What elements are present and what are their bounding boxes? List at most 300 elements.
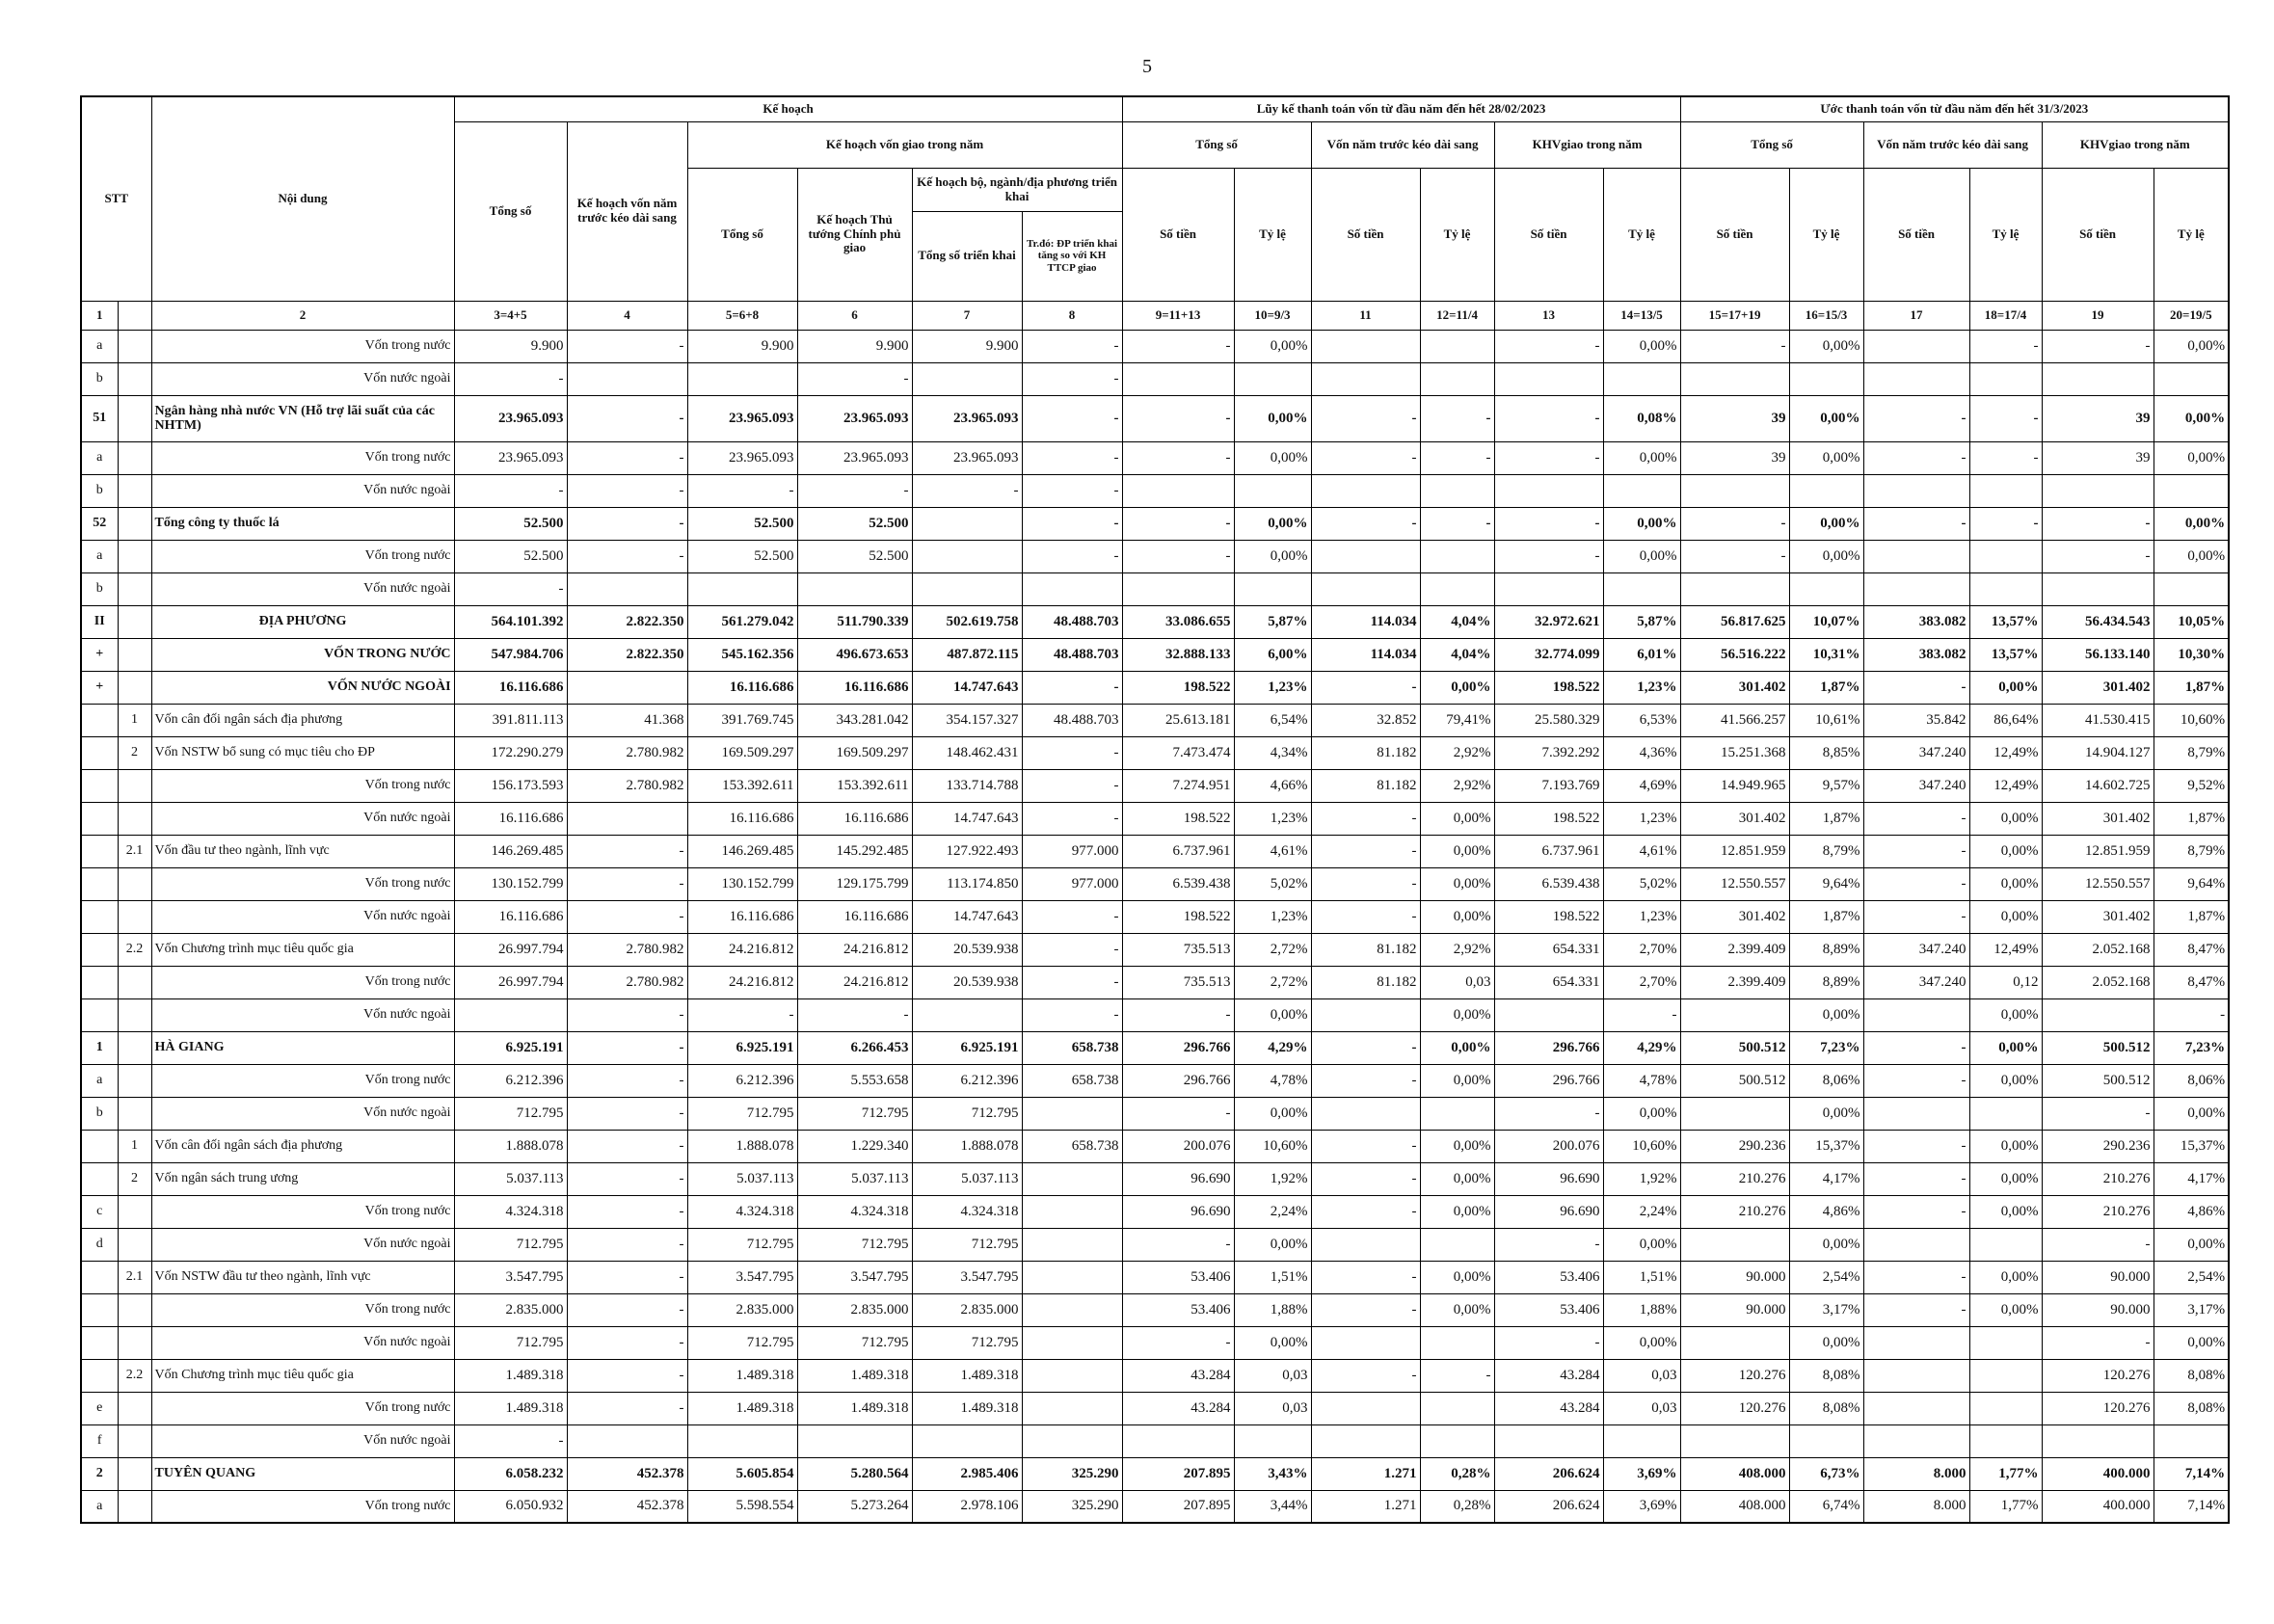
table-cell: 198.522 (1122, 671, 1234, 704)
table-cell: 5,02% (1603, 867, 1680, 900)
table-cell: 33.086.655 (1122, 605, 1234, 638)
table-cell: 0,00% (1420, 867, 1494, 900)
row-label: HÀ GIANG (151, 1031, 454, 1064)
row-label: Vốn nước ngoài (151, 1228, 454, 1261)
table-cell: 5.605.854 (687, 1457, 797, 1490)
table-cell: 1,92% (1603, 1162, 1680, 1195)
table-cell: 24.216.812 (687, 933, 797, 966)
table-cell: 210.276 (2042, 1162, 2154, 1195)
table-row (81, 1162, 2229, 1195)
table-cell: - (797, 474, 912, 507)
header-ty-le: Tỷ lệ (1969, 168, 2042, 301)
table-cell: 23.965.093 (454, 441, 567, 474)
table-cell: 658.738 (1022, 1031, 1122, 1064)
table-cell: 198.522 (1494, 802, 1603, 835)
row-index (81, 736, 118, 769)
row-index (81, 1261, 118, 1293)
table-cell: 500.512 (2042, 1031, 2154, 1064)
row-index: c (81, 1195, 118, 1228)
table-cell: 198.522 (1494, 671, 1603, 704)
table-cell (1969, 1424, 2042, 1457)
table-cell: 0,00% (1603, 330, 1680, 362)
row-subindex (118, 802, 151, 835)
table-cell: 2.835.000 (912, 1293, 1022, 1326)
table-cell: 10,07% (1789, 605, 1863, 638)
table-cell: 32.888.133 (1122, 638, 1234, 671)
row-index (81, 1326, 118, 1359)
table-cell: 301.402 (1680, 671, 1789, 704)
table-cell (1311, 474, 1420, 507)
table-cell: 325.290 (1022, 1457, 1122, 1490)
table-cell: 120.276 (1680, 1392, 1789, 1424)
table-cell: 200.076 (1494, 1130, 1603, 1162)
row-index: b (81, 1097, 118, 1130)
table-cell: 0,00% (1234, 1097, 1311, 1130)
table-cell (687, 362, 797, 395)
row-label: Vốn trong nước (151, 966, 454, 998)
column-number: 19 (2042, 301, 2154, 330)
table-cell: 53.406 (1122, 1293, 1234, 1326)
table-cell: 153.392.611 (687, 769, 797, 802)
table-cell: - (454, 474, 567, 507)
table-cell: 0,00% (1969, 1293, 2042, 1326)
table-cell: 0,00% (1234, 998, 1311, 1031)
table-cell: 2.835.000 (797, 1293, 912, 1326)
table-cell: 347.240 (1863, 736, 1969, 769)
row-label: Vốn nước ngoài (151, 474, 454, 507)
table-cell: 1,87% (2154, 671, 2229, 704)
table-cell: 0,00% (1420, 1195, 1494, 1228)
header-uoc-von-nam-truoc: Vốn năm trước kéo dài sang (1863, 121, 2042, 168)
table-cell: 12.550.557 (2042, 867, 2154, 900)
table-cell: - (567, 474, 687, 507)
table-cell: 4,29% (1234, 1031, 1311, 1064)
table-cell: 8.000 (1863, 1490, 1969, 1523)
table-cell: 0,00% (1603, 540, 1680, 572)
row-subindex (118, 1392, 151, 1424)
row-subindex (118, 867, 151, 900)
table-cell: 6.539.438 (1122, 867, 1234, 900)
table-cell: - (567, 867, 687, 900)
table-cell (1022, 1162, 1122, 1195)
table-cell (1022, 1097, 1122, 1130)
table-cell (1311, 330, 1420, 362)
header-uoc-khv-giao: KHVgiao trong năm (2042, 121, 2229, 168)
table-cell: 296.766 (1122, 1064, 1234, 1097)
row-subindex (118, 362, 151, 395)
table-cell: 207.895 (1122, 1490, 1234, 1523)
row-index: a (81, 1064, 118, 1097)
table-cell: 301.402 (1680, 802, 1789, 835)
row-label: Vốn trong nước (151, 1195, 454, 1228)
column-number: 2 (151, 301, 454, 330)
table-cell: 0,00% (1420, 835, 1494, 867)
table-cell: - (1311, 867, 1420, 900)
row-label: Vốn nước ngoài (151, 1326, 454, 1359)
table-cell: 12,49% (1969, 736, 2042, 769)
table-cell: 408.000 (1680, 1490, 1789, 1523)
table-cell: 547.984.706 (454, 638, 567, 671)
table-cell: 24.216.812 (687, 966, 797, 998)
row-label: Vốn cân đối ngân sách địa phương (151, 704, 454, 736)
table-cell (1863, 1392, 1969, 1424)
table-cell (1311, 1228, 1420, 1261)
row-index: 1 (81, 1031, 118, 1064)
table-cell: - (2042, 507, 2154, 540)
table-cell: - (1311, 441, 1420, 474)
table-cell: 7.473.474 (1122, 736, 1234, 769)
header-ke-hoach: Kế hoạch (454, 96, 1122, 121)
table-cell: - (1022, 671, 1122, 704)
row-subindex (118, 1424, 151, 1457)
table-cell: 5,02% (1234, 867, 1311, 900)
table-cell: - (1863, 1064, 1969, 1097)
table-cell: 0,00% (2154, 507, 2229, 540)
table-cell (1420, 1097, 1494, 1130)
table-cell (1311, 362, 1420, 395)
table-cell: 52.500 (454, 540, 567, 572)
table-cell: 206.624 (1494, 1457, 1603, 1490)
table-row (81, 1457, 2229, 1490)
table-cell: 10,30% (2154, 638, 2229, 671)
table-cell: 4,29% (1603, 1031, 1680, 1064)
table-cell: 658.738 (1022, 1130, 1122, 1162)
row-index (81, 900, 118, 933)
table-cell: 13,57% (1969, 605, 2042, 638)
table-cell (1022, 1261, 1122, 1293)
table-cell: - (1022, 769, 1122, 802)
table-cell: 6.737.961 (1494, 835, 1603, 867)
row-subindex (118, 1097, 151, 1130)
row-subindex (118, 1064, 151, 1097)
table-cell: 96.690 (1494, 1195, 1603, 1228)
table-row (81, 330, 2229, 362)
table-cell: 1.489.318 (912, 1359, 1022, 1392)
column-number: 14=13/5 (1603, 301, 1680, 330)
table-cell: - (1680, 507, 1789, 540)
table-cell (2154, 474, 2229, 507)
table-cell: 53.406 (1122, 1261, 1234, 1293)
table-cell: 1,23% (1603, 671, 1680, 704)
table-cell: 16.116.686 (454, 802, 567, 835)
table-cell (1969, 1228, 2042, 1261)
table-cell: 8,79% (1789, 835, 1863, 867)
table-cell: - (1022, 540, 1122, 572)
table-cell: 4,61% (1234, 835, 1311, 867)
table-cell: - (2042, 1097, 2154, 1130)
table-cell: 39 (1680, 441, 1789, 474)
table-cell: 41.368 (567, 704, 687, 736)
table-cell: - (567, 1261, 687, 1293)
column-number (118, 301, 151, 330)
table-cell: 2.780.982 (567, 769, 687, 802)
table-cell (2042, 998, 2154, 1031)
table-cell: - (912, 474, 1022, 507)
table-cell: 43.284 (1122, 1359, 1234, 1392)
table-cell (1420, 540, 1494, 572)
column-number: 10=9/3 (1234, 301, 1311, 330)
row-index (81, 802, 118, 835)
table-cell (1311, 1326, 1420, 1359)
column-number: 1 (81, 301, 118, 330)
table-cell: 0,00% (2154, 540, 2229, 572)
table-cell: - (687, 474, 797, 507)
row-index: 2 (81, 1457, 118, 1490)
table-cell: 712.795 (797, 1228, 912, 1261)
table-cell: 127.922.493 (912, 835, 1022, 867)
row-subindex: 1 (118, 704, 151, 736)
row-index: 51 (81, 395, 118, 441)
table-cell: 502.619.758 (912, 605, 1022, 638)
column-number: 11 (1311, 301, 1420, 330)
row-label: Vốn nước ngoài (151, 362, 454, 395)
table-cell: 153.392.611 (797, 769, 912, 802)
table-cell: 3.547.795 (454, 1261, 567, 1293)
table-cell: - (1122, 1097, 1234, 1130)
table-cell: - (687, 998, 797, 1031)
table-cell: 1,87% (1789, 671, 1863, 704)
table-cell: 4,36% (1603, 736, 1680, 769)
table-cell (1680, 1326, 1789, 1359)
table-cell: 6.212.396 (687, 1064, 797, 1097)
table-cell: 14.747.643 (912, 802, 1022, 835)
table-cell (567, 802, 687, 835)
row-label: Vốn nước ngoài (151, 802, 454, 835)
table-cell: 210.276 (1680, 1162, 1789, 1195)
table-cell: 0,00% (1969, 835, 2042, 867)
table-row (81, 1031, 2229, 1064)
table-cell (1680, 1424, 1789, 1457)
table-cell: 0,03 (1603, 1359, 1680, 1392)
table-cell: 0,00% (1969, 900, 2042, 933)
table-cell: 0,00% (2154, 1097, 2229, 1130)
table-cell: 6,74% (1789, 1490, 1863, 1523)
table-cell: 32.972.621 (1494, 605, 1603, 638)
table-cell: 0,00% (1420, 1064, 1494, 1097)
table-row (81, 998, 2229, 1031)
table-cell: 0,00% (1789, 998, 1863, 1031)
table-cell: 114.034 (1311, 605, 1420, 638)
row-label: Vốn cân đối ngân sách địa phương (151, 1130, 454, 1162)
table-cell: 0,00% (1969, 1064, 2042, 1097)
table-row (81, 1490, 2229, 1523)
row-label: VỐN NƯỚC NGOÀI (151, 671, 454, 704)
header-luy-ke-tong-so: Tổng số (1122, 121, 1311, 168)
table-cell: 2.780.982 (567, 966, 687, 998)
table-row (81, 1261, 2229, 1293)
table-cell (1680, 572, 1789, 605)
table-cell: 290.236 (1680, 1130, 1789, 1162)
table-cell: 86,64% (1969, 704, 2042, 736)
row-subindex (118, 1326, 151, 1359)
table-cell (1420, 362, 1494, 395)
table-cell: 81.182 (1311, 966, 1420, 998)
header-stt: STT (81, 96, 151, 301)
table-cell: 1,77% (1969, 1490, 2042, 1523)
table-cell: 8,85% (1789, 736, 1863, 769)
table-cell: 0,00% (1420, 998, 1494, 1031)
header-kh-ttcp: Kế hoạch Thủ tướng Chính phủ giao (797, 168, 912, 301)
table-cell (1680, 474, 1789, 507)
table-cell: 10,60% (1603, 1130, 1680, 1162)
table-cell: - (567, 1293, 687, 1326)
row-subindex: 2.1 (118, 1261, 151, 1293)
table-cell: 8,47% (2154, 966, 2229, 998)
table-cell: 343.281.042 (797, 704, 912, 736)
row-subindex (118, 1457, 151, 1490)
table-cell: 2.399.409 (1680, 966, 1789, 998)
header-tong-so: Tổng số (454, 121, 567, 301)
table-cell: 0,00% (1603, 1326, 1680, 1359)
table-cell: 383.082 (1863, 605, 1969, 638)
row-label: Vốn trong nước (151, 540, 454, 572)
table-cell: 4,17% (1789, 1162, 1863, 1195)
table-row (81, 1097, 2229, 1130)
table-cell: 4.324.318 (797, 1195, 912, 1228)
table-cell: 2.780.982 (567, 736, 687, 769)
column-number: 5=6+8 (687, 301, 797, 330)
table-cell: 2,70% (1603, 933, 1680, 966)
table-row (81, 1130, 2229, 1162)
table-cell: 12,49% (1969, 933, 2042, 966)
table-cell (1311, 1097, 1420, 1130)
table-row (81, 507, 2229, 540)
table-cell: 2,92% (1420, 769, 1494, 802)
row-subindex (118, 900, 151, 933)
table-cell: 16.116.686 (797, 802, 912, 835)
table-cell: 2.822.350 (567, 638, 687, 671)
table-cell (912, 362, 1022, 395)
table-cell: 130.152.799 (687, 867, 797, 900)
table-cell (1863, 330, 1969, 362)
table-cell: 712.795 (912, 1228, 1022, 1261)
row-label: Vốn trong nước (151, 867, 454, 900)
table-cell: 12.851.959 (2042, 835, 2154, 867)
table-cell: - (567, 395, 687, 441)
table-cell: 0,00% (2154, 1228, 2229, 1261)
table-cell (687, 572, 797, 605)
table-cell: 452.378 (567, 1490, 687, 1523)
header-tong-so-trien-khai: Tổng số triển khai (912, 211, 1022, 301)
table-cell: 5.037.113 (454, 1162, 567, 1195)
table-cell: 5.280.564 (797, 1457, 912, 1490)
table-row (81, 704, 2229, 736)
table-cell: 120.276 (1680, 1359, 1789, 1392)
row-index: a (81, 540, 118, 572)
table-cell: 198.522 (1494, 900, 1603, 933)
table-cell: - (454, 572, 567, 605)
column-number: 13 (1494, 301, 1603, 330)
table-cell: 20.539.938 (912, 966, 1022, 998)
table-cell: 43.284 (1122, 1392, 1234, 1424)
row-label: Vốn trong nước (151, 1064, 454, 1097)
table-cell (1863, 474, 1969, 507)
table-cell: - (567, 1228, 687, 1261)
table-cell: - (2042, 1228, 2154, 1261)
table-cell: 81.182 (1311, 933, 1420, 966)
table-cell: 25.580.329 (1494, 704, 1603, 736)
table-cell: 56.434.543 (2042, 605, 2154, 638)
row-index: + (81, 671, 118, 704)
table-cell: 52.500 (454, 507, 567, 540)
table-cell: 0,00% (1789, 330, 1863, 362)
table-cell: 7.274.951 (1122, 769, 1234, 802)
table-cell: 1.229.340 (797, 1130, 912, 1162)
table-row (81, 362, 2229, 395)
table-cell: 712.795 (454, 1097, 567, 1130)
table-cell (1863, 1424, 1969, 1457)
table-cell: 5.598.554 (687, 1490, 797, 1523)
table-cell: - (2042, 1326, 2154, 1359)
row-subindex: 2.2 (118, 933, 151, 966)
table-cell: - (1420, 441, 1494, 474)
table-cell: 14.602.725 (2042, 769, 2154, 802)
table-cell: 52.500 (687, 507, 797, 540)
table-cell: 96.690 (1494, 1162, 1603, 1195)
table-cell: - (1494, 1228, 1603, 1261)
table-cell: - (1122, 330, 1234, 362)
table-cell: - (1420, 395, 1494, 441)
table-cell: - (567, 1162, 687, 1195)
table-cell (2042, 572, 2154, 605)
table-cell: 391.769.745 (687, 704, 797, 736)
table-cell (1969, 1359, 2042, 1392)
table-cell: 0,12 (1969, 966, 2042, 998)
table-cell: - (567, 1392, 687, 1424)
row-index: e (81, 1392, 118, 1424)
table-cell (1603, 474, 1680, 507)
table-cell: 0,00% (1234, 1228, 1311, 1261)
table-cell: 0,00% (1420, 900, 1494, 933)
row-index (81, 867, 118, 900)
table-cell: 347.240 (1863, 933, 1969, 966)
row-subindex (118, 671, 151, 704)
table-cell: 53.406 (1494, 1293, 1603, 1326)
table-cell: 7,23% (1789, 1031, 1863, 1064)
table-cell: 2,24% (1603, 1195, 1680, 1228)
table-cell: 198.522 (1122, 802, 1234, 835)
row-label: Vốn trong nước (151, 1490, 454, 1523)
table-cell: 296.766 (1122, 1031, 1234, 1064)
table-cell: 12.550.557 (1680, 867, 1789, 900)
table-cell (567, 671, 687, 704)
table-cell (454, 998, 567, 1031)
table-cell: - (1863, 1031, 1969, 1064)
table-cell: - (1311, 1064, 1420, 1097)
header-luy-ke-von-nam-truoc: Vốn năm trước kéo dài sang (1311, 121, 1494, 168)
header-luy-ke-khv-giao: KHVgiao trong năm (1494, 121, 1680, 168)
table-cell (1680, 362, 1789, 395)
table-cell: 120.276 (2042, 1392, 2154, 1424)
table-cell: 48.488.703 (1022, 704, 1122, 736)
table-cell: 712.795 (687, 1097, 797, 1130)
table-cell: - (1311, 671, 1420, 704)
table-cell: 0,00% (1234, 330, 1311, 362)
row-label: Vốn Chương trình mục tiêu quốc gia (151, 1359, 454, 1392)
table-cell: 5.037.113 (687, 1162, 797, 1195)
table-cell (1680, 998, 1789, 1031)
table-cell (1311, 540, 1420, 572)
table-cell (1494, 572, 1603, 605)
table-cell: 8,47% (2154, 933, 2229, 966)
table-cell: 712.795 (912, 1097, 1022, 1130)
header-ty-le: Tỷ lệ (1420, 168, 1494, 301)
table-cell: 301.402 (2042, 671, 2154, 704)
table-cell (1234, 1424, 1311, 1457)
table-cell: 0,00% (1789, 1097, 1863, 1130)
table-cell: 2.052.168 (2042, 933, 2154, 966)
table-cell (1969, 474, 2042, 507)
